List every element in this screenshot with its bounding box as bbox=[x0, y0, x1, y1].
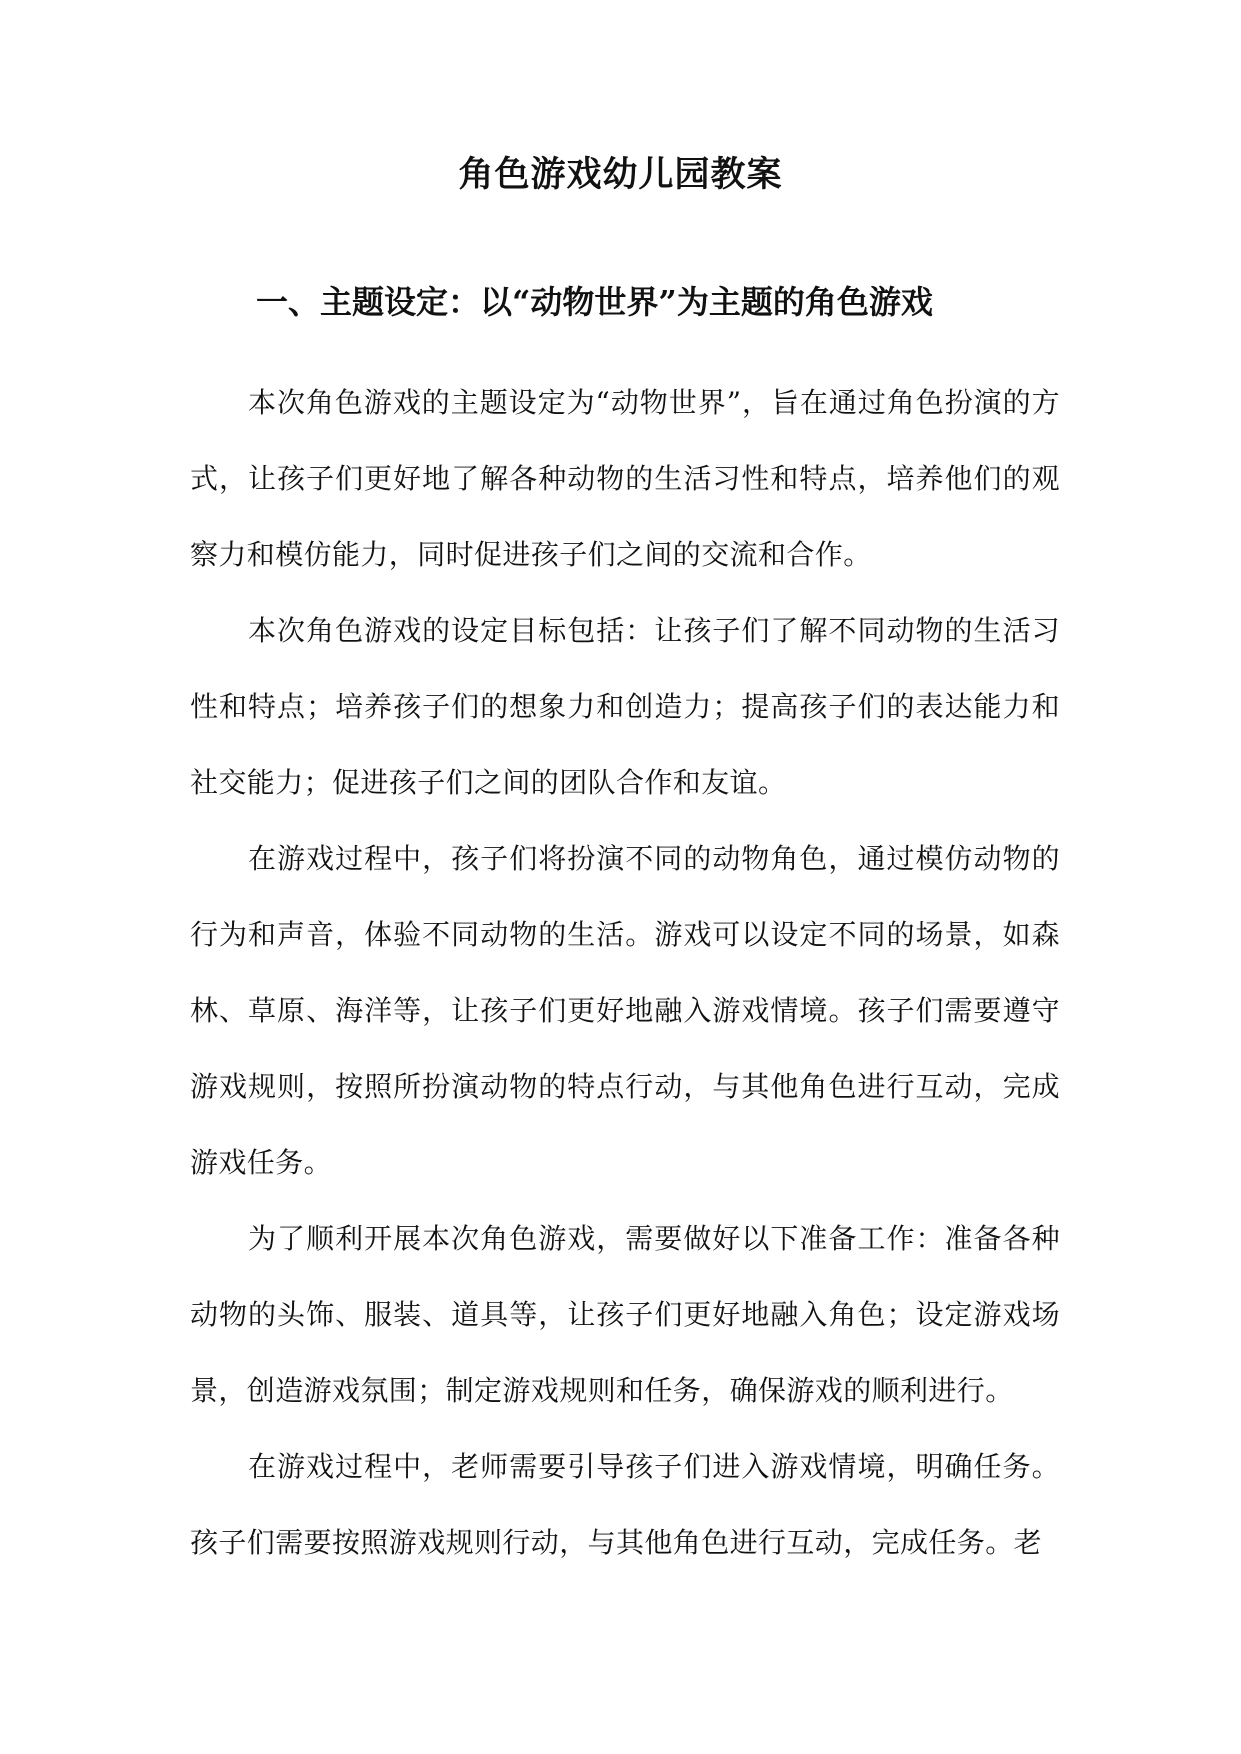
document-title: 角色游戏幼儿园教案 bbox=[458, 154, 783, 195]
paragraph: 本次角色游戏的设定目标包括：让孩子们了解不同动物的生活习性和特点；培养孩子们的想象力和创造力；提高孩子们的表达能力和社交能力；促进孩子们之间的团队合作和友谊。 bbox=[190, 614, 1060, 799]
paragraph: 本次角色游戏的主题设定为“动物世界”，旨在通过角色扮演的方式，让孩子们更好地了解各种动物的生活习性和特点，培养他们的观察力和模仿能力，同时促进孩子们之间的交流和合作。 bbox=[190, 386, 1060, 571]
paragraph: 在游戏过程中，孩子们将扮演不同的动物角色，通过模仿动物的行为和声音，体验不同动物的生活。游戏可以设定不同的场景，如森林、草原、海洋等，让孩子们更好地融入游戏情境。孩子们需要遵守游戏规则，按照所扮演动物的特点行动，与其他角色进行互动，完成游戏任务。 bbox=[190, 842, 1060, 1179]
paragraph: 在游戏过程中，老师需要引导孩子们进入游戏情境，明确任务。孩子们需要按照游戏规则行动，与其他角色进行互动，完成任务。老 bbox=[190, 1450, 1060, 1559]
section-heading: 一、主题设定：以“动物世界”为主题的角色游戏 bbox=[256, 283, 933, 321]
paragraph: 为了顺利开展本次角色游戏，需要做好以下准备工作：准备各种动物的头饰、服装、道具等，让孩子们更好地融入角色；设定游戏场景，创造游戏氛围；制定游戏规则和任务，确保游戏的顺利进行。 bbox=[190, 1222, 1060, 1407]
document-body bbox=[190, 365, 1060, 1581]
